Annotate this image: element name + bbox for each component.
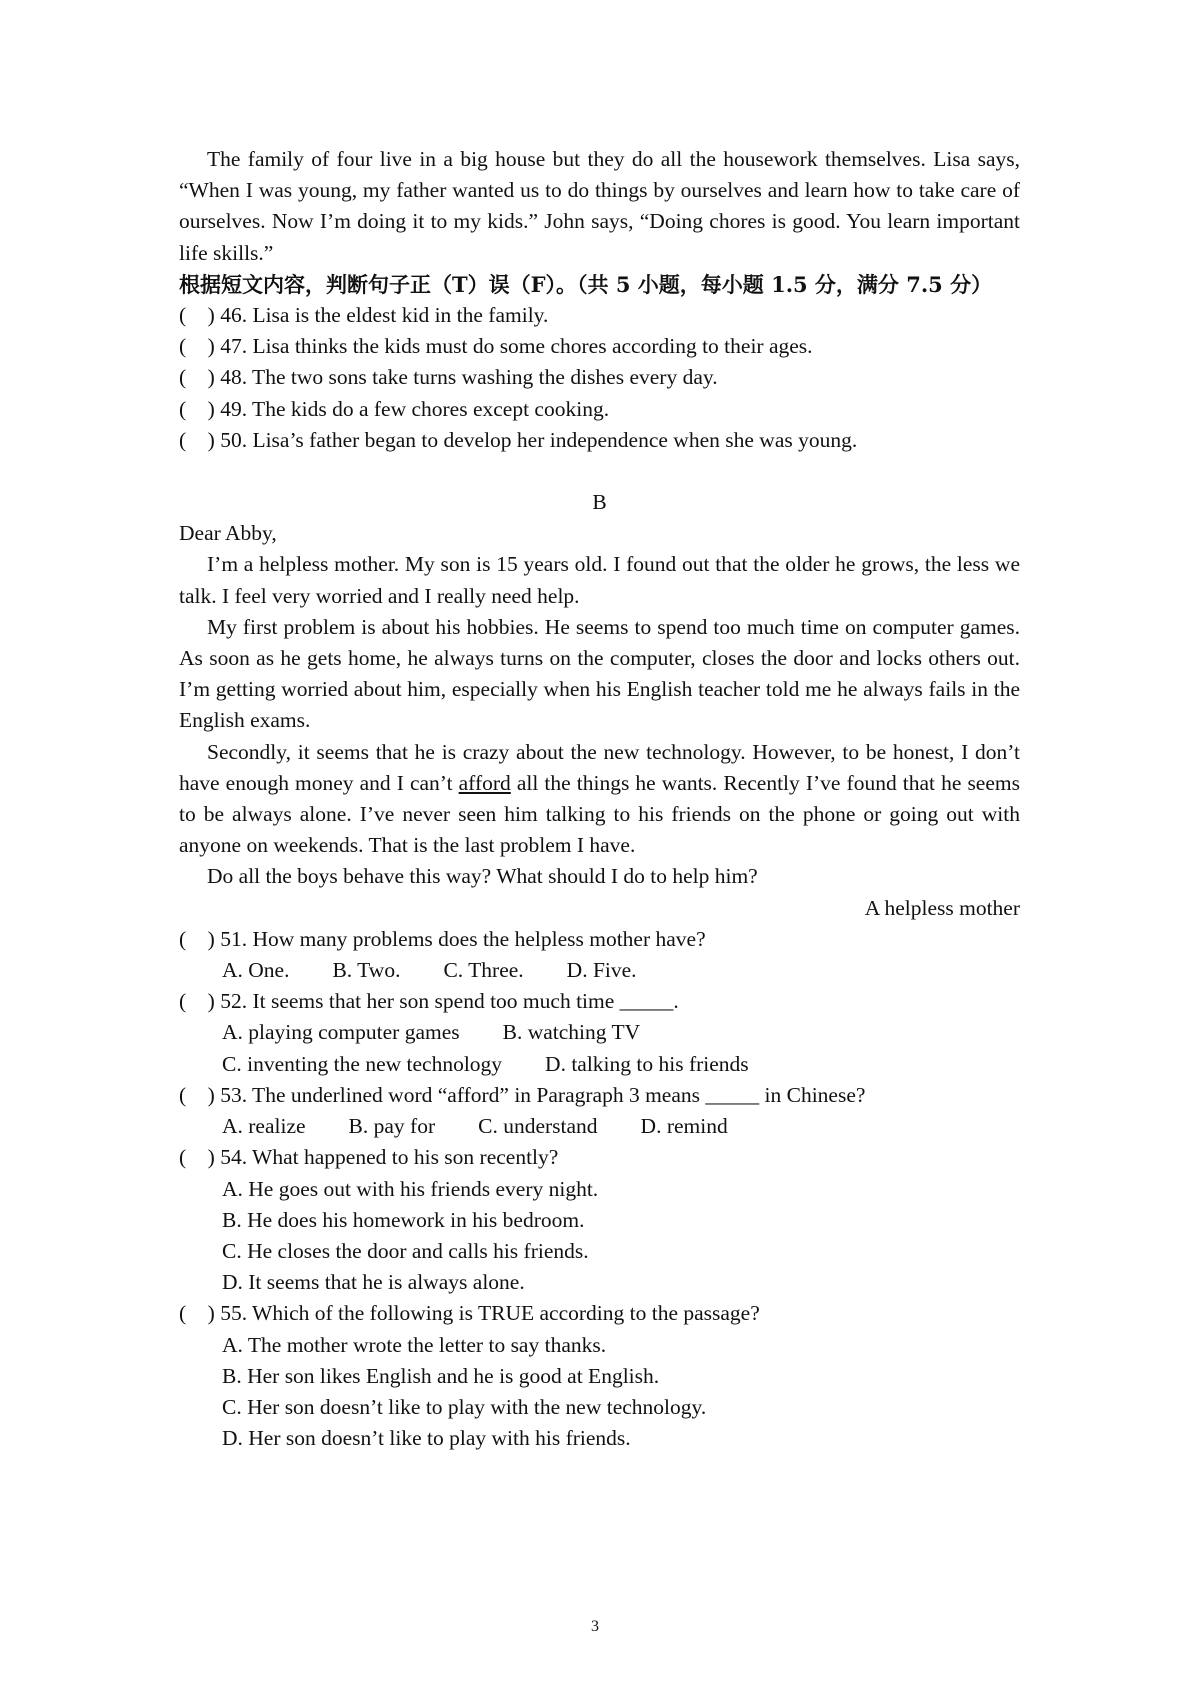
- mc-option-55-c: C. Her son doesn’t like to play with the new technology.: [222, 1394, 707, 1419]
- tf-question-46: ( ) 46. Lisa is the eldest kid in the family.: [179, 303, 549, 328]
- mc-question-52: ( ) 52. It seems that her son spend too much time _____.: [179, 989, 679, 1014]
- mc-option-55-b: B. Her son likes English and he is good at English.: [222, 1363, 660, 1388]
- letter-paragraph-3: [179, 737, 1020, 862]
- mc-option-54-b: B. He does his homework in his bedroom.: [222, 1207, 585, 1232]
- passage-a-paragraph: The family of four live in a big house but they do all the housework themselves. Lisa says, “When I was young, my father wanted us to do things by ourselves and learn how to take care of ourselves. Now I’m doing it to my kids.” John says, “Doing chores is good. You learn important life skills.”: [179, 147, 1020, 265]
- letter-paragraph-2: My first problem is about his hobbies. He seems to spend too much time on computer games. As soon as he gets home, he always turns on the computer, closes the door and locks others out. I’m getting worried about him, especially when his English teacher told me he always fails in the English exams.: [179, 614, 1020, 733]
- tf-question-48: ( ) 48. The two sons take turns washing the dishes every day.: [179, 365, 718, 390]
- tf-question-50: ( ) 50. Lisa’s father began to develop her independence when she was young.: [179, 427, 858, 452]
- letter-greeting: Dear Abby,: [179, 521, 277, 546]
- spacer: [179, 456, 1020, 487]
- mc-option-54-c: C. He closes the door and calls his friends.: [222, 1238, 589, 1263]
- page-content: [179, 144, 1020, 1454]
- letter-paragraph-4: Do all the boys behave this way? What should I do to help him?: [207, 864, 758, 889]
- tf-question-49: ( ) 49. The kids do a few chores except cooking.: [179, 396, 610, 421]
- mc-options-53: A. realize B. pay for C. understand D. remind: [222, 1114, 728, 1139]
- mc-question-51: ( ) 51. How many problems does the helpless mother have?: [179, 926, 706, 951]
- underlined-word-afford: afford: [458, 770, 511, 795]
- paragraph-3-text-start: Secondly, it seems that he is crazy about the new technology. However, to be honest, I don’t have enough money and I can’t: [179, 739, 1020, 795]
- letter-paragraph-1: I’m a helpless mother. My son is 15 years old. I found out that the older he grows, the less we talk. I feel very worried and I really need help.: [179, 552, 1020, 608]
- mc-options-52-row-2: C. inventing the new technology D. talking to his friends: [222, 1051, 749, 1076]
- mc-question-55: ( ) 55. Which of the following is TRUE according to the passage?: [179, 1301, 760, 1326]
- mc-options-51: A. One. B. Two. C. Three. D. Five.: [222, 958, 637, 983]
- mc-options-52-row-1: A. playing computer games B. watching TV: [222, 1020, 641, 1045]
- page-number: 3: [591, 1618, 599, 1635]
- mc-option-55-d: D. Her son doesn’t like to play with his friends.: [222, 1426, 631, 1451]
- tf-question-47: ( ) 47. Lisa thinks the kids must do some chores according to their ages.: [179, 334, 813, 359]
- paragraph-3-text-end: all the things he wants. Recently I’ve found that he seems to be always alone. I’ve never seen him talking to his friends on the phone or going out with anyone on weekends. That is the last problem I have.: [179, 770, 1020, 858]
- mc-option-54-a: A. He goes out with his friends every night.: [222, 1176, 599, 1201]
- mc-question-53: ( ) 53. The underlined word “afford” in Paragraph 3 means _____ in Chinese?: [179, 1082, 866, 1107]
- mc-question-54: ( ) 54. What happened to his son recently?: [179, 1145, 559, 1170]
- mc-option-55-a: A. The mother wrote the letter to say thanks.: [222, 1332, 607, 1357]
- letter-signature: A helpless mother: [864, 895, 1020, 920]
- true-false-instruction: 根据短文内容，判断句子正（T）误（F）。（共 5 小题，每小题 1.5 分，满分 7.5 分）: [179, 271, 993, 297]
- mc-option-54-d: D. It seems that he is always alone.: [222, 1270, 525, 1295]
- section-heading: B: [592, 490, 607, 515]
